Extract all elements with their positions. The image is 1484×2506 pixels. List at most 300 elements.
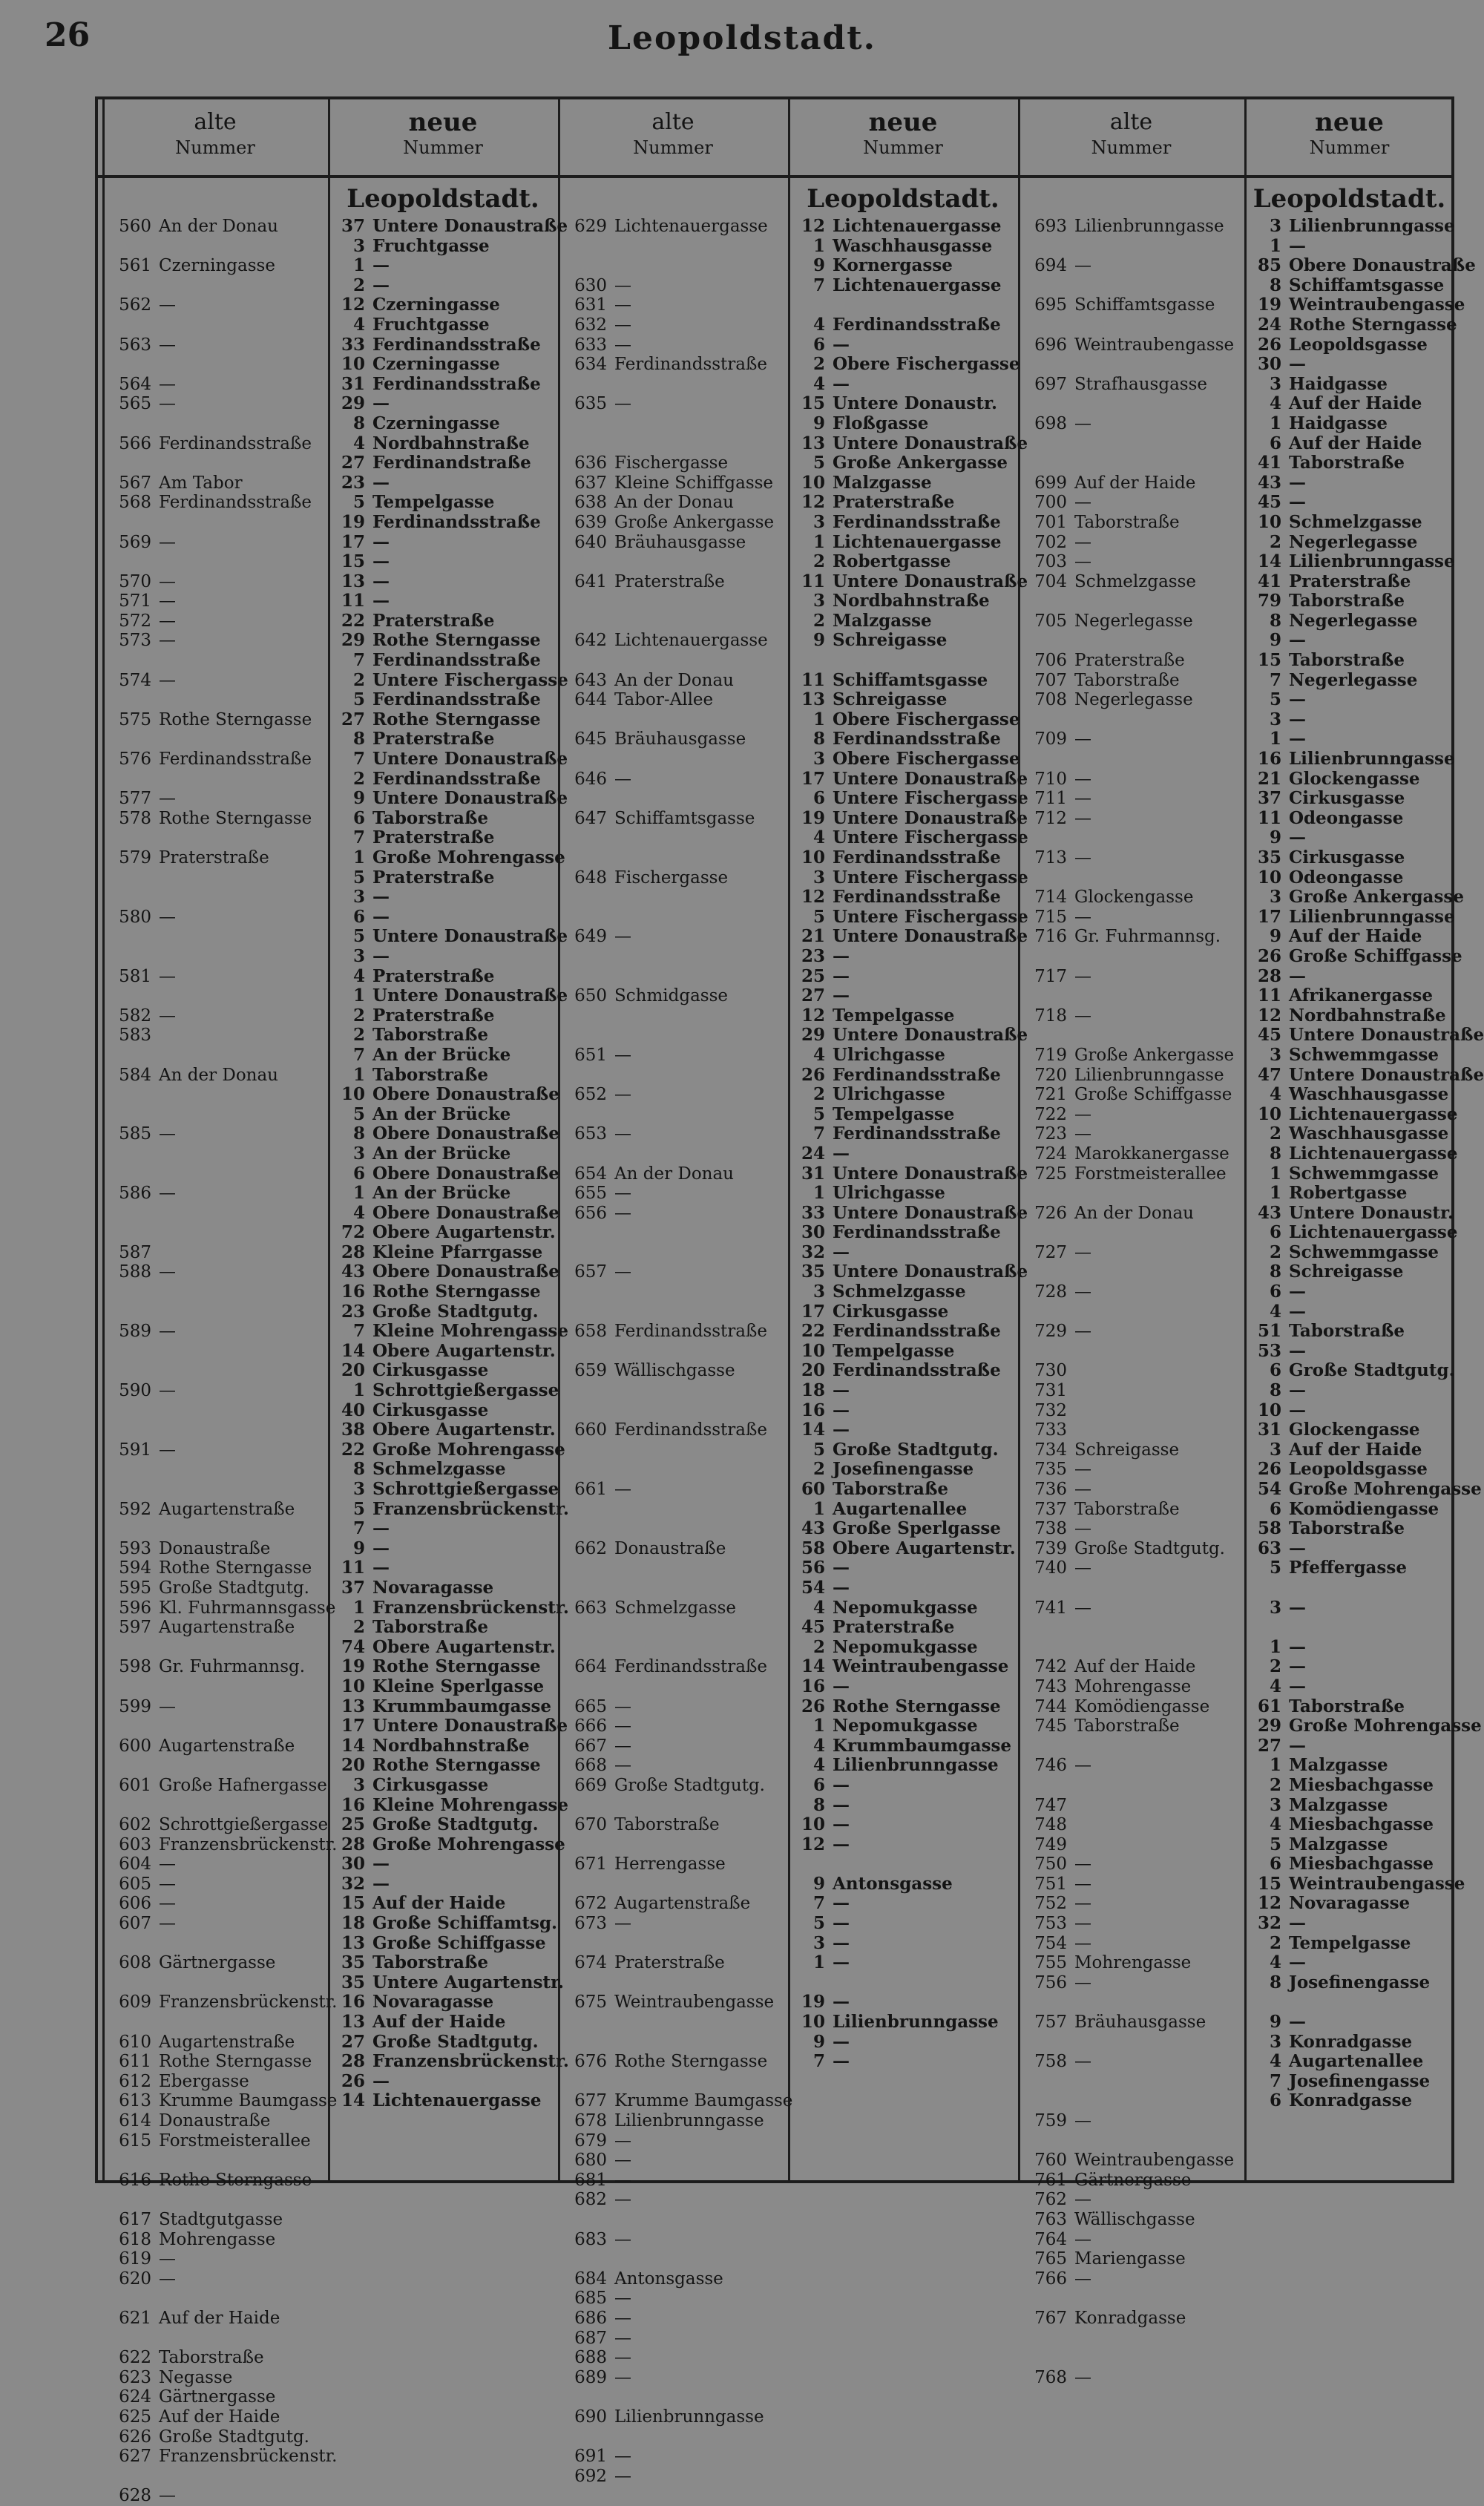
- table-row: [1250, 1222, 1458, 1243]
- house-number: 11: [1257, 985, 1281, 1006]
- house-number: 663: [574, 1598, 607, 1618]
- street-name: —: [833, 1952, 850, 1973]
- table-row: [108, 1302, 326, 1322]
- street-name: —: [372, 551, 390, 572]
- street-name: Taborstraße: [1289, 650, 1405, 671]
- table-row: [108, 315, 326, 335]
- street-name: Ferdinandsstraße: [372, 334, 541, 355]
- street-name: —: [1074, 808, 1091, 828]
- table-row: [1024, 690, 1243, 710]
- street-name: —: [1289, 1400, 1306, 1420]
- street-name: Ferdinandsstraße: [833, 847, 1001, 867]
- house-number: 668: [574, 1756, 607, 1776]
- table-row: [334, 1657, 556, 1677]
- table-row: [1024, 2368, 1243, 2388]
- street-name: Lilienbrunngasse: [1074, 1065, 1224, 1085]
- street-name: Antonsgasse: [833, 1873, 953, 1894]
- street-name: Nepomukgasse: [833, 1636, 978, 1657]
- street-name: Malzgasse: [1289, 1794, 1388, 1815]
- street-name: Große Mohrengasse: [372, 847, 565, 867]
- table-row: [564, 1026, 787, 1046]
- old-number-column: [108, 217, 338, 2506]
- street-name: —: [614, 1045, 631, 1065]
- street-name: Auf der Haide: [159, 2308, 280, 2328]
- street-name: Schrottgießergasse: [159, 1815, 329, 1835]
- table-row: [794, 571, 1028, 592]
- house-number: 14: [801, 1656, 825, 1677]
- street-name: Ferdinandsstraße: [372, 768, 541, 789]
- table-row: [1024, 2249, 1243, 2269]
- table-row: [334, 1578, 556, 1598]
- street-name: An der Brücke: [372, 1143, 511, 1164]
- table-row: [1024, 828, 1243, 848]
- table-row: [564, 1322, 787, 1342]
- street-name: —: [833, 1932, 850, 1953]
- table-row: [108, 1460, 326, 1480]
- table-row: [1024, 770, 1243, 790]
- street-name: Rothe Sterngasse: [372, 1656, 541, 1677]
- table-row: [334, 710, 556, 730]
- house-number: 12: [801, 1834, 825, 1854]
- street-name: Ferdinandsstraße: [614, 355, 767, 375]
- table-row: [334, 434, 556, 454]
- house-number: 734: [1034, 1440, 1067, 1460]
- table-row: [564, 1124, 787, 1144]
- table-row: [564, 591, 787, 611]
- table-row: [334, 1026, 556, 1046]
- house-number: 756: [1034, 1972, 1067, 1992]
- house-number: 719: [1034, 1045, 1067, 1065]
- table-row: [108, 1834, 338, 1855]
- house-number: 6: [812, 1774, 825, 1795]
- house-number: 3: [812, 1282, 825, 1302]
- street-name: Bräuhausgasse: [614, 729, 746, 749]
- house-number: 4: [352, 965, 365, 986]
- table-row: [334, 926, 568, 947]
- street-name: Gr. Fuhrmannsg.: [1074, 927, 1221, 947]
- house-number: 643: [574, 670, 607, 690]
- house-number: 651: [574, 1045, 607, 1065]
- table-row: [1250, 671, 1454, 691]
- street-name: —: [614, 1085, 631, 1105]
- table-row: [108, 1105, 326, 1125]
- house-number: 13: [341, 2012, 365, 2033]
- house-number: 5: [1269, 1558, 1281, 1578]
- table-row: [1024, 1420, 1243, 1440]
- street-name: —: [372, 945, 390, 966]
- table-row: [334, 493, 556, 513]
- street-name: Untere Donaustraße: [372, 985, 568, 1006]
- house-number: 690: [574, 2407, 607, 2427]
- house-number: 743: [1034, 1676, 1067, 1696]
- table-row: [1250, 729, 1454, 749]
- table-row: [108, 2131, 326, 2151]
- house-number: 582: [119, 1006, 151, 1026]
- table-row: [794, 926, 1028, 947]
- street-name: Schmelzgasse: [1289, 511, 1422, 532]
- table-row: [564, 1973, 787, 1993]
- house-number: 54: [1257, 1479, 1281, 1499]
- table-row: [1024, 631, 1243, 651]
- street-name: Auf der Haide: [1074, 1657, 1196, 1677]
- table-row: [108, 888, 326, 908]
- street-name: Gärtnergasse: [159, 1953, 276, 1973]
- table-row: [1250, 2091, 1454, 2111]
- house-number: 4: [352, 314, 365, 335]
- house-number: 31: [801, 1163, 825, 1184]
- street-name: Kl. Fuhrmannsgasse: [159, 1598, 336, 1618]
- house-number: 12: [801, 492, 825, 513]
- table-row: [564, 394, 787, 414]
- house-number: 10: [801, 847, 825, 867]
- table-row: [108, 513, 326, 533]
- street-name: —: [614, 1716, 631, 1736]
- table-row: [334, 1046, 556, 1066]
- street-name: —: [159, 907, 176, 927]
- street-name: Lilienbrunngasse: [614, 2407, 764, 2427]
- table-row: [334, 552, 556, 572]
- street-name: Ulrichgasse: [833, 1183, 945, 1204]
- table-row: [794, 1874, 1017, 1895]
- house-number: 22: [341, 610, 365, 631]
- house-number: 732: [1034, 1400, 1067, 1420]
- table-row: [564, 1914, 787, 1934]
- house-number: 671: [574, 1854, 607, 1874]
- house-number: 3: [352, 1479, 365, 1499]
- table-row: [1024, 2210, 1243, 2230]
- house-number: 628: [119, 2486, 151, 2506]
- house-number: 1: [812, 1716, 825, 1736]
- table-row: [108, 908, 326, 928]
- house-number: 762: [1034, 2190, 1067, 2210]
- house-number: 751: [1034, 1874, 1067, 1894]
- table-row: [108, 828, 326, 848]
- street-name: —: [159, 631, 176, 651]
- street-name: Große Stadtgutg.: [1289, 1360, 1455, 1381]
- street-name: Pfeffergasse: [1289, 1558, 1407, 1578]
- house-number: 26: [801, 1064, 825, 1085]
- table-row: [1024, 1894, 1243, 1914]
- table-row: [1024, 1223, 1243, 1243]
- street-name: Große Mohrengasse: [1289, 1479, 1482, 1499]
- table-row: [1250, 1953, 1454, 1973]
- street-name: Negerlegasse: [1289, 531, 1418, 552]
- street-name: Rothe Sterngasse: [372, 1755, 541, 1776]
- street-name: —: [159, 1696, 176, 1716]
- street-name: Taborstraße: [372, 1952, 489, 1973]
- table-row: [1250, 945, 1462, 967]
- table-row: [1250, 1302, 1454, 1322]
- street-name: Kleine Mohrengasse: [372, 1321, 568, 1342]
- street-name: —: [372, 531, 390, 552]
- table-row: [1024, 2013, 1243, 2033]
- table-row: [108, 2309, 326, 2329]
- house-number: 694: [1034, 256, 1067, 276]
- street-name: Gärtnergasse: [159, 2387, 276, 2407]
- table-row: [1250, 1381, 1454, 1401]
- house-number: 28: [341, 1834, 365, 1854]
- table-row: [1024, 1874, 1243, 1895]
- table-row: [1024, 1697, 1243, 1717]
- street-name: —: [372, 393, 390, 414]
- table-row: [1250, 1934, 1454, 1954]
- house-number: 15: [341, 551, 365, 572]
- table-row: [564, 237, 787, 257]
- street-name: Taborstraße: [1074, 1499, 1180, 1519]
- table-row: [108, 2052, 326, 2072]
- house-number: 5: [352, 926, 365, 947]
- house-number: 674: [574, 1953, 607, 1973]
- house-number: 74: [341, 1636, 365, 1657]
- table-row: [334, 1302, 556, 1322]
- table-row: [334, 770, 556, 790]
- house-number: 11: [341, 591, 365, 611]
- house-number: 8: [812, 729, 825, 749]
- table-row: [794, 1223, 1017, 1243]
- street-name: —: [1074, 789, 1091, 809]
- table-row: [564, 1894, 787, 1914]
- street-name: Cirkusgasse: [372, 1774, 489, 1795]
- street-name: —: [614, 1480, 631, 1499]
- street-name: Wällischgasse: [614, 1361, 735, 1381]
- column-divider: [788, 99, 790, 2180]
- street-name: Ferdinandsstraße: [372, 511, 541, 532]
- street-name: Nordbahnstraße: [1289, 1005, 1446, 1026]
- table-row: [334, 1618, 556, 1638]
- street-name: Taborstraße: [372, 807, 489, 828]
- house-number: 15: [801, 393, 825, 414]
- header-new-number: [328, 110, 558, 160]
- table-row: [1024, 493, 1243, 513]
- street-name: Waschhausgasse: [833, 235, 993, 256]
- table-row: [1024, 888, 1243, 908]
- house-number: 1: [812, 709, 825, 729]
- table-row: [334, 1144, 556, 1164]
- house-number: 611: [119, 2052, 151, 2072]
- table-row: [564, 513, 787, 533]
- street-name: Fischergasse: [614, 453, 729, 473]
- street-name: —: [372, 1854, 390, 1874]
- table-row: [334, 1163, 559, 1184]
- street-name: Obere Donaustraße: [372, 1202, 559, 1223]
- table-row: [1250, 1697, 1454, 1717]
- street-name: Leopoldsgasse: [1289, 1459, 1428, 1480]
- street-name: Lilienbrunngasse: [1289, 906, 1455, 927]
- table-row: [1024, 414, 1243, 434]
- street-name: Negerlegasse: [1289, 610, 1418, 631]
- house-number: 712: [1034, 808, 1067, 828]
- table-row: [1024, 1480, 1243, 1500]
- house-number: 17: [1257, 906, 1281, 927]
- street-name: Weintraubengasse: [833, 1656, 1009, 1677]
- house-number: 6: [1269, 1498, 1281, 1519]
- table-row: [794, 414, 1017, 434]
- house-number: 32: [1257, 1913, 1281, 1934]
- table-row: [1250, 1046, 1454, 1066]
- street-name: Weintraubengasse: [614, 1992, 775, 2013]
- table-row: [1024, 295, 1243, 315]
- table-row: [108, 848, 326, 868]
- street-name: —: [1074, 2269, 1091, 2289]
- house-number: 45: [1257, 492, 1281, 513]
- house-number: 601: [119, 1775, 151, 1795]
- table-row: [1250, 1006, 1454, 1026]
- table-row: [108, 2033, 326, 2053]
- house-number: 56: [801, 1558, 825, 1578]
- table-row: [108, 1480, 326, 1500]
- street-name: Taborstraße: [1289, 1518, 1405, 1539]
- house-number: 4: [812, 314, 825, 335]
- house-number: 4: [812, 827, 825, 848]
- street-name: —: [614, 2151, 631, 2171]
- table-row: [1024, 591, 1243, 611]
- table-row: [334, 1815, 556, 1835]
- house-number: 738: [1034, 1519, 1067, 1539]
- street-name: —: [1289, 1952, 1306, 1973]
- house-number: 21: [1257, 768, 1281, 789]
- street-name: Tempelgasse: [833, 1005, 955, 1026]
- street-name: —: [1074, 1854, 1091, 1874]
- street-name: Untere Fischergasse: [833, 867, 1028, 888]
- table-row: [1024, 2289, 1243, 2309]
- table-row: [564, 1085, 787, 1105]
- street-name: —: [833, 1774, 850, 1795]
- house-number: 678: [574, 2111, 607, 2131]
- house-number: 681: [574, 2170, 607, 2190]
- house-number: 636: [574, 453, 607, 473]
- street-name: Konradgasse: [1074, 2308, 1186, 2328]
- street-name: Untere Donaustraße: [833, 1025, 1028, 1046]
- table-row: [794, 533, 1017, 553]
- street-name: Tempelgasse: [1289, 1932, 1411, 1953]
- page-title: Leopoldstadt.: [608, 19, 876, 57]
- table-row: [794, 1539, 1017, 1559]
- house-number: 1: [1269, 729, 1281, 749]
- table-row: [108, 335, 326, 355]
- house-number: 713: [1034, 848, 1067, 867]
- house-number: 635: [574, 394, 607, 414]
- table-row: [1250, 1558, 1454, 1578]
- table-row: [1250, 1539, 1454, 1559]
- house-number: 58: [801, 1538, 825, 1558]
- house-number: 692: [574, 2466, 607, 2486]
- table-row: [794, 967, 1017, 987]
- house-number: 729: [1034, 1322, 1067, 1342]
- house-number: 10: [801, 472, 825, 493]
- house-number: 8: [1269, 1262, 1281, 1282]
- house-number: 13: [801, 433, 825, 453]
- house-number: 4: [812, 1735, 825, 1756]
- street-name: —: [1289, 965, 1306, 986]
- table-row: [794, 1953, 1017, 1973]
- table-row: [794, 591, 1017, 611]
- street-name: Große Stadtgutg.: [372, 1301, 539, 1322]
- house-number: 562: [119, 295, 151, 315]
- street-name: —: [614, 2229, 631, 2249]
- table-row: [1250, 1282, 1454, 1302]
- house-number: 610: [119, 2032, 151, 2052]
- table-row: [1024, 2151, 1243, 2171]
- house-number: 9: [1269, 2012, 1281, 2033]
- street-name: —: [614, 1914, 631, 1934]
- table-row: [108, 1618, 326, 1638]
- house-number: 10: [341, 354, 365, 375]
- table-row: [794, 1124, 1017, 1144]
- table-row: [1250, 1973, 1454, 1993]
- house-number: 33: [341, 334, 365, 355]
- street-number-table: [95, 96, 1484, 2506]
- street-name: —: [159, 394, 176, 414]
- street-name: Weintraubengasse: [1074, 335, 1235, 355]
- table-row: [564, 2033, 787, 2053]
- street-name: Untere Donaustraße: [833, 571, 1028, 591]
- house-number: 596: [119, 1598, 151, 1618]
- table-row: [564, 2072, 787, 2092]
- street-name: —: [1289, 709, 1306, 729]
- house-number: 5: [352, 1103, 365, 1124]
- old-number-column: [564, 217, 793, 2486]
- table-row: [564, 1440, 787, 1460]
- table-row: [334, 414, 556, 434]
- header-old-number: [102, 110, 328, 160]
- house-number: 10: [1257, 867, 1281, 888]
- table-row: [108, 2151, 326, 2171]
- street-name: Obere Donaustraße: [1289, 255, 1476, 276]
- house-number: 37: [341, 1577, 365, 1598]
- street-name: —: [1289, 1656, 1306, 1677]
- table-row: [1250, 908, 1454, 928]
- table-row: [108, 2190, 326, 2210]
- street-name: Taborstraße: [1074, 512, 1180, 532]
- street-name: Große Ankergasse: [1289, 887, 1464, 908]
- table-row: [794, 433, 1028, 454]
- street-name: —: [159, 789, 176, 809]
- table-row: [108, 1756, 326, 1776]
- table-row: [1024, 651, 1243, 671]
- table-row: [1250, 809, 1454, 829]
- table-row: [564, 1756, 787, 1776]
- street-name: Auf der Haide: [1289, 926, 1422, 947]
- street-name: Untere Fischergasse: [833, 906, 1028, 927]
- house-number: 566: [119, 433, 151, 453]
- street-name: Cirkusgasse: [1289, 847, 1405, 867]
- table-row: [108, 2013, 326, 2033]
- street-name: Novaragasse: [1289, 1893, 1411, 1914]
- house-number: 27: [1257, 1735, 1281, 1756]
- table-row: [334, 1262, 559, 1282]
- street-name: —: [1074, 1933, 1091, 1953]
- house-number: 11: [801, 571, 825, 591]
- column-divider: [1244, 99, 1247, 2180]
- table-row: [1250, 1736, 1454, 1757]
- house-number: 1: [352, 1064, 365, 1085]
- table-row: [1024, 2230, 1243, 2250]
- house-number: 37: [1257, 788, 1281, 809]
- table-row: [564, 256, 787, 276]
- house-number: 646: [574, 769, 607, 789]
- table-row: [334, 1479, 559, 1500]
- house-number: 15: [341, 1893, 365, 1914]
- table-row: [564, 1618, 787, 1638]
- house-number: 7: [1269, 2070, 1281, 2091]
- table-row: [564, 552, 787, 572]
- street-name: Untere Donaustraße: [833, 807, 1028, 828]
- table-row: [1024, 1361, 1243, 1381]
- house-number: 709: [1034, 729, 1067, 749]
- house-number: 29: [801, 1025, 825, 1046]
- table-row: [108, 1558, 326, 1578]
- table-row: [794, 493, 1017, 513]
